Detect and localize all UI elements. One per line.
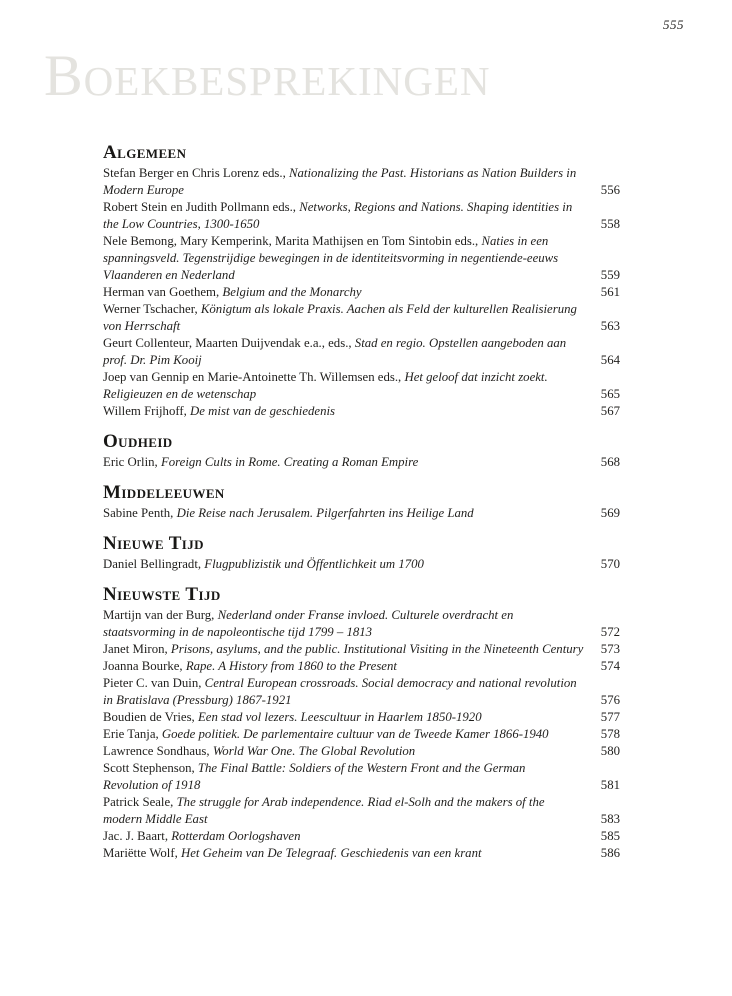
toc-entry [103,658,620,675]
toc-entry [103,199,620,233]
entry-author: Mariëtte Wolf, [103,846,178,860]
entry-text [103,301,620,335]
section-heading: Oudheid [103,431,173,452]
toc-entry [103,165,620,199]
entry-text [103,454,620,471]
toc-entry [103,505,620,522]
entry-page-number: 567 [600,404,620,418]
entry-book-title: De mist van de geschiedenis [190,404,336,418]
entry-text [103,743,620,760]
entry-page-number: 578 [600,727,620,741]
entry-book-title: Het geloof dat inzicht zoekt. Religieuzen en de wetenschap [103,370,548,401]
entry-author: Eric Orlin, [103,455,158,469]
entry-book-title: Naties in een spanningsveld. Tegenstrijdige bewegingen in de identiteitsvorming in negentiende-eeuws Vlaanderen en Nederland [103,234,559,282]
entry-author: Stefan Berger en Chris Lorenz eds., [103,166,286,180]
entry-author: Daniel Bellingradt, [103,557,202,571]
entry-book-title: Central European crossroads. Social democracy and national revolution in Bratislava (Pressburg) 1867-1921 [103,676,577,707]
entry-book-title: Rotterdam Oorlogshaven [171,829,301,843]
entry-page-number: 580 [600,744,620,758]
entry-text [103,794,620,828]
entry-author: Sabine Penth, [103,506,174,520]
toc-entry [103,556,620,573]
entry-author: Werner Tschacher, [103,302,198,316]
entry-text [103,403,620,420]
toc-entry [103,828,620,845]
page-title: Boekbesprekingen [44,43,491,108]
entry-author: Martijn van der Burg, [103,608,215,622]
entry-book-title: Die Reise nach Jerusalem. Pilgerfahrten ins Heilige Land [176,506,474,520]
entry-text [103,199,620,233]
toc-entry [103,760,620,794]
entry-book-title: Rape. A History from 1860 to the Present [185,659,397,673]
entry-author: Pieter C. van Duin, [103,676,202,690]
toc-entry [103,743,620,760]
toc-entry [103,454,620,471]
entry-author: Erie Tanja, [103,727,159,741]
entry-page-number: 563 [600,319,620,333]
entry-page-number: 569 [600,506,620,520]
entry-page-number: 570 [600,557,620,571]
entry-author: Patrick Seale, [103,795,174,809]
entry-text [103,369,620,403]
toc-entry [103,845,620,862]
section-nieuwste-tijd [103,585,620,862]
toc-entry [103,675,620,709]
section-oudheid [103,432,620,471]
entry-page-number: 583 [600,812,620,826]
entry-page-number: 574 [600,659,620,673]
entry-page-number: 564 [600,353,620,367]
entry-text [103,641,620,658]
section-algemeen [103,143,620,420]
entry-author: Scott Stephenson, [103,761,195,775]
entry-text [103,335,620,369]
toc-entry [103,284,620,301]
entry-author: Joep van Gennip en Marie-Antoinette Th. Willemsen eds., [103,370,402,384]
entry-author: Geurt Collenteur, Maarten Duijvendak e.a., eds., [103,336,352,350]
entry-book-title: Nationalizing the Past. Historians as Nation Builders in Modern Europe [103,166,577,197]
entry-book-title: Belgium and the Monarchy [222,285,362,299]
entry-book-title: Foreign Cults in Rome. Creating a Roman Empire [160,455,419,469]
entry-book-title: World War One. The Global Revolution [212,744,416,758]
entry-book-title: Goede politiek. De parlementaire cultuur van de Tweede Kamer 1866-1940 [161,727,549,741]
section-heading: Middeleeuwen [103,482,225,503]
entry-book-title: Networks, Regions and Nations. Shaping identities in the Low Countries, 1300-1650 [103,200,573,231]
entry-page-number: 577 [600,710,620,724]
entry-page-number: 573 [600,642,620,656]
entry-text [103,709,620,726]
entry-author: Janet Miron, [103,642,168,656]
entry-book-title: The Final Battle: Soldiers of the Western Front and the German Revolution of 1918 [103,761,526,792]
entry-text [103,760,620,794]
entry-text [103,675,620,709]
toc-entry [103,335,620,369]
page-number: 555 [663,17,684,32]
entry-book-title: Nederland onder Franse invloed. Culturele overdracht en staatsvorming in de napoleontische tijd 1799 – 1813 [103,608,514,639]
entry-page-number: 581 [600,778,620,792]
entry-text [103,845,620,862]
entry-page-number: 556 [600,183,620,197]
entry-text [103,658,620,675]
entry-page-number: 572 [600,625,620,639]
entry-text [103,505,620,522]
entry-book-title: Het Geheim van De Telegraaf. Geschiedenis van een krant [181,846,482,860]
entry-page-number: 586 [600,846,620,860]
entry-page-number: 559 [600,268,620,282]
toc-entry [103,233,620,284]
entry-page-number: 585 [600,829,620,843]
entry-page-number: 565 [600,387,620,401]
entry-text [103,556,620,573]
entry-page-number: 561 [600,285,620,299]
entry-text [103,828,620,845]
entry-author: Lawrence Sondhaus, [103,744,210,758]
section-heading: Nieuwe Tijd [103,533,204,554]
entry-author: Robert Stein en Judith Pollmann eds., [103,200,297,214]
entry-book-title: Flugpublizistik und Öffentlichkeit um 1700 [204,557,424,571]
entry-author: Joanna Bourke, [103,659,183,673]
toc-entry [103,403,620,420]
entry-book-title: Een stad vol lezers. Leescultuur in Haarlem 1850-1920 [197,710,482,724]
toc-content [103,143,620,874]
entry-author: Jac. J. Baart, [103,829,169,843]
section-heading: Algemeen [103,142,187,163]
entry-author: Boudien de Vries, [103,710,195,724]
entry-text [103,284,620,301]
entry-author: Willem Frijhoff, [103,404,187,418]
section-middeleeuwen [103,483,620,522]
entry-book-title: Prisons, asylums, and the public. Institutional Visiting in the Nineteenth Century [170,642,584,656]
entry-text [103,165,620,199]
toc-entry [103,794,620,828]
section-nieuwe-tijd [103,534,620,573]
entry-page-number: 568 [600,455,620,469]
entry-author: Nele Bemong, Mary Kemperink, Marita Mathijsen en Tom Sintobin eds., [103,234,479,248]
toc-entry [103,641,620,658]
entry-book-title: Stad en regio. Opstellen aangeboden aan prof. Dr. Pim Kooij [103,336,567,367]
entry-book-title: The struggle for Arab independence. Riad el-Solh and the makers of the modern Middle East [103,795,545,826]
entry-text [103,726,620,743]
toc-entry [103,726,620,743]
entry-book-title: Königtum als lokale Praxis. Aachen als Feld der kulturellen Realisierung von Herrschaft [103,302,577,333]
entry-text [103,607,620,641]
toc-entry [103,709,620,726]
toc-entry [103,301,620,335]
entry-page-number: 558 [600,217,620,231]
entry-text [103,233,620,284]
toc-entry [103,607,620,641]
toc-entry [103,369,620,403]
entry-page-number: 576 [600,693,620,707]
entry-author: Herman van Goethem, [103,285,220,299]
section-heading: Nieuwste Tijd [103,584,221,605]
